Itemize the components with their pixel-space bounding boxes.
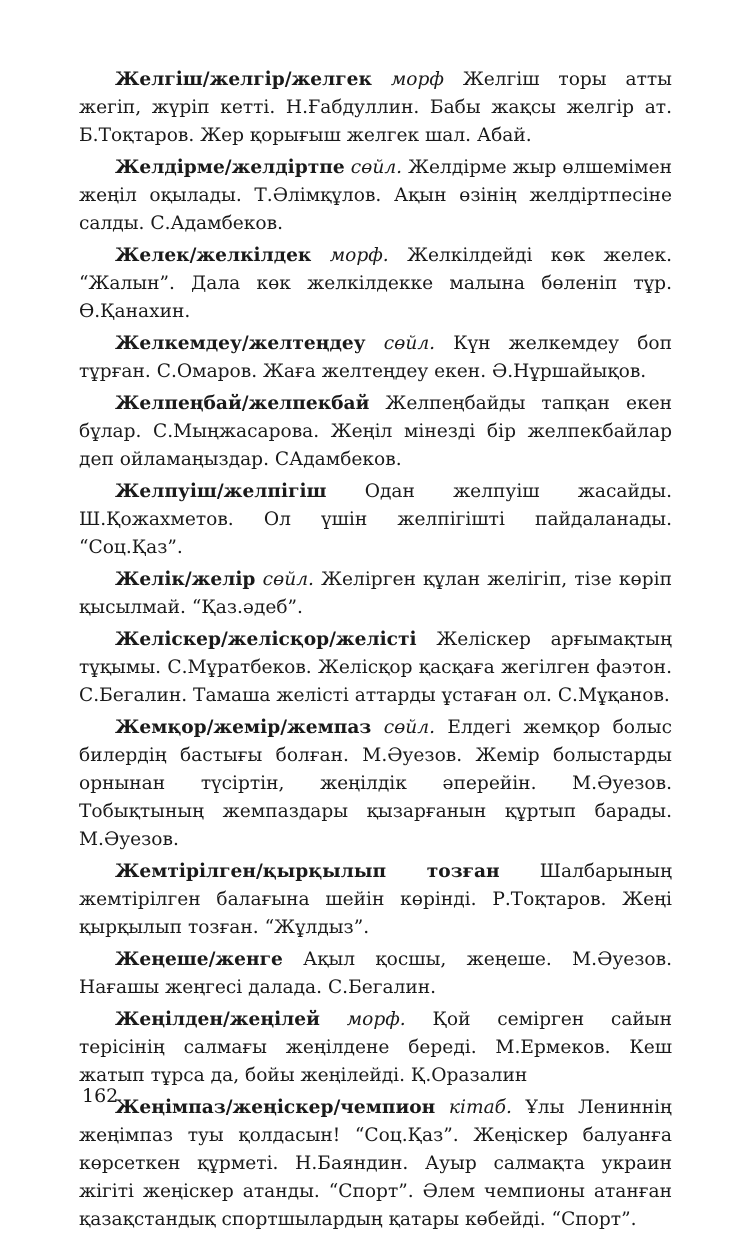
entry-grammar-label: сөйл.	[383, 717, 436, 738]
dictionary-entry	[79, 714, 672, 854]
entry-headword: Желек/желкілдек	[115, 245, 312, 266]
entry-grammar-label: морф.	[329, 245, 389, 266]
dictionary-entry	[79, 478, 672, 562]
entry-headword: Желдірме/желдіртпе	[115, 157, 345, 178]
entry-examples: Одан желпуіш жасайды. Ш.Қожахметов. Ол үшін желпігішті пайдаланады. “Соц.Қаз”.	[79, 481, 672, 558]
entry-headword: Жемтірілген/қырқылып тозған	[115, 861, 500, 882]
entry-headword: Желпеңбай/желпекбай	[115, 393, 370, 414]
dictionary-entry	[79, 1094, 672, 1234]
entry-examples: Желірген құлан желігіп, тізе көріп қысылмай. “Қаз.әдеб”.	[79, 569, 672, 618]
entry-grammar-label: сөйл.	[262, 569, 314, 590]
entry-headword: Желкемдеу/желтеңдеу	[115, 333, 366, 354]
entry-grammar-label: сөйл.	[383, 333, 436, 354]
dictionary-entry	[79, 946, 672, 1002]
entry-examples: Желгіш торы атты жегіп, жүріп кетті. Н.Ғабдуллин. Бабы жақсы желгір ат. Б.Тоқтаров. Жер қорығыш желгек шал. Абай.	[79, 69, 672, 146]
dictionary-entry	[79, 66, 672, 150]
entry-examples: Күн желкемдеу боп тұрған. С.Омаров. Жаға желтеңдеу екен. Ә.Нұршайықов.	[79, 333, 673, 382]
entry-headword: Желіскер/желісқор/желісті	[115, 629, 417, 650]
dictionary-entry	[79, 390, 672, 474]
entry-examples: Желпеңбайды тапқан екен бұлар. С.Мыңжасарова. Жеңіл мінезді бір желпекбайлар деп ойламаңыздар. САдамбеков.	[79, 393, 672, 470]
entry-examples: Қой семірген сайын терісінің салмағы жеңілдене береді. М.Ермеков. Кеш жатып тұрса да, бойы жеңілейді. Қ.Оразалин	[79, 1009, 672, 1086]
entry-headword: Желгіш/желгір/желгек	[115, 69, 372, 90]
page-number: 162	[82, 1085, 119, 1107]
entry-examples: Ақыл қосшы, жеңеше. М.Әуезов. Нағашы жеңгесі далада. С.Бегалин.	[79, 949, 672, 998]
entry-headword: Жемқор/жемір/жемпаз	[115, 717, 372, 738]
dictionary-entry	[79, 626, 672, 710]
entries-column	[79, 66, 672, 1238]
dictionary-entry	[79, 330, 672, 386]
dictionary-entry	[79, 858, 672, 942]
entry-grammar-label: морф	[390, 69, 444, 90]
entry-headword: Желпуіш/желпігіш	[115, 481, 327, 502]
entry-examples: Желдірме жыр өлшемімен жеңіл оқылады. Т.Әлімқұлов. Ақын өзінің желдіртпесіне салды. С.Адамбеков.	[79, 157, 672, 234]
entry-examples: Желіскер арғымақтың тұқымы. С.Мұратбеков. Желісқор қасқаға жегілген фаэтон. С.Бегалин. Тамаша желісті аттарды ұстаған ол. С.Мұқанов.	[79, 629, 672, 706]
entry-headword: Жеңеше/женге	[115, 949, 283, 970]
entry-examples: Шалбарының жемтірілген балағына шейін көрінді. Р.Тоқтаров. Жеңі қырқылып тозған. “Жұлдыз”.	[79, 861, 672, 938]
entry-grammar-label: сөйл.	[350, 157, 403, 178]
entry-grammar-label: морф.	[346, 1009, 406, 1030]
dictionary-entry	[79, 1006, 672, 1090]
entry-headword: Желік/желір	[115, 569, 256, 590]
dictionary-entry	[79, 154, 672, 238]
dictionary-entry	[79, 566, 672, 622]
entry-headword: Жеңілден/жеңілей	[115, 1009, 320, 1030]
entry-grammar-label: кітаб.	[448, 1097, 512, 1118]
entry-examples: Ұлы Лениннің жеңімпаз туы қолдасын! “Соц.Қаз”. Жеңіскер балуанға көрсеткен құрметі. Н.Баяндин. Ауыр салмақта украин жігіті жеңіскер атанды. “Спорт”. Әлем чемпионы атанған қазақстандық спортшылардың қатары көбейді. “Спорт”.	[79, 1097, 672, 1230]
entry-examples: Елдегі жемқор болыс билердің бастығы болған. М.Әуезов. Жемір болыстарды орнынан түсіртін, жеңілдік әперейін. М.Әуезов. Тобықтының жемпаздары қызарғанын құртып барады. М.Әуезов.	[79, 717, 672, 850]
entry-headword: Жеңімпаз/жеңіскер/чемпион	[115, 1097, 436, 1118]
dictionary-entry	[79, 242, 672, 326]
entry-examples: Желкілдейді көк желек. “Жалын”. Дала көк желкілдекке малына бөленіп тұр. Ө.Қанахин.	[79, 245, 672, 322]
